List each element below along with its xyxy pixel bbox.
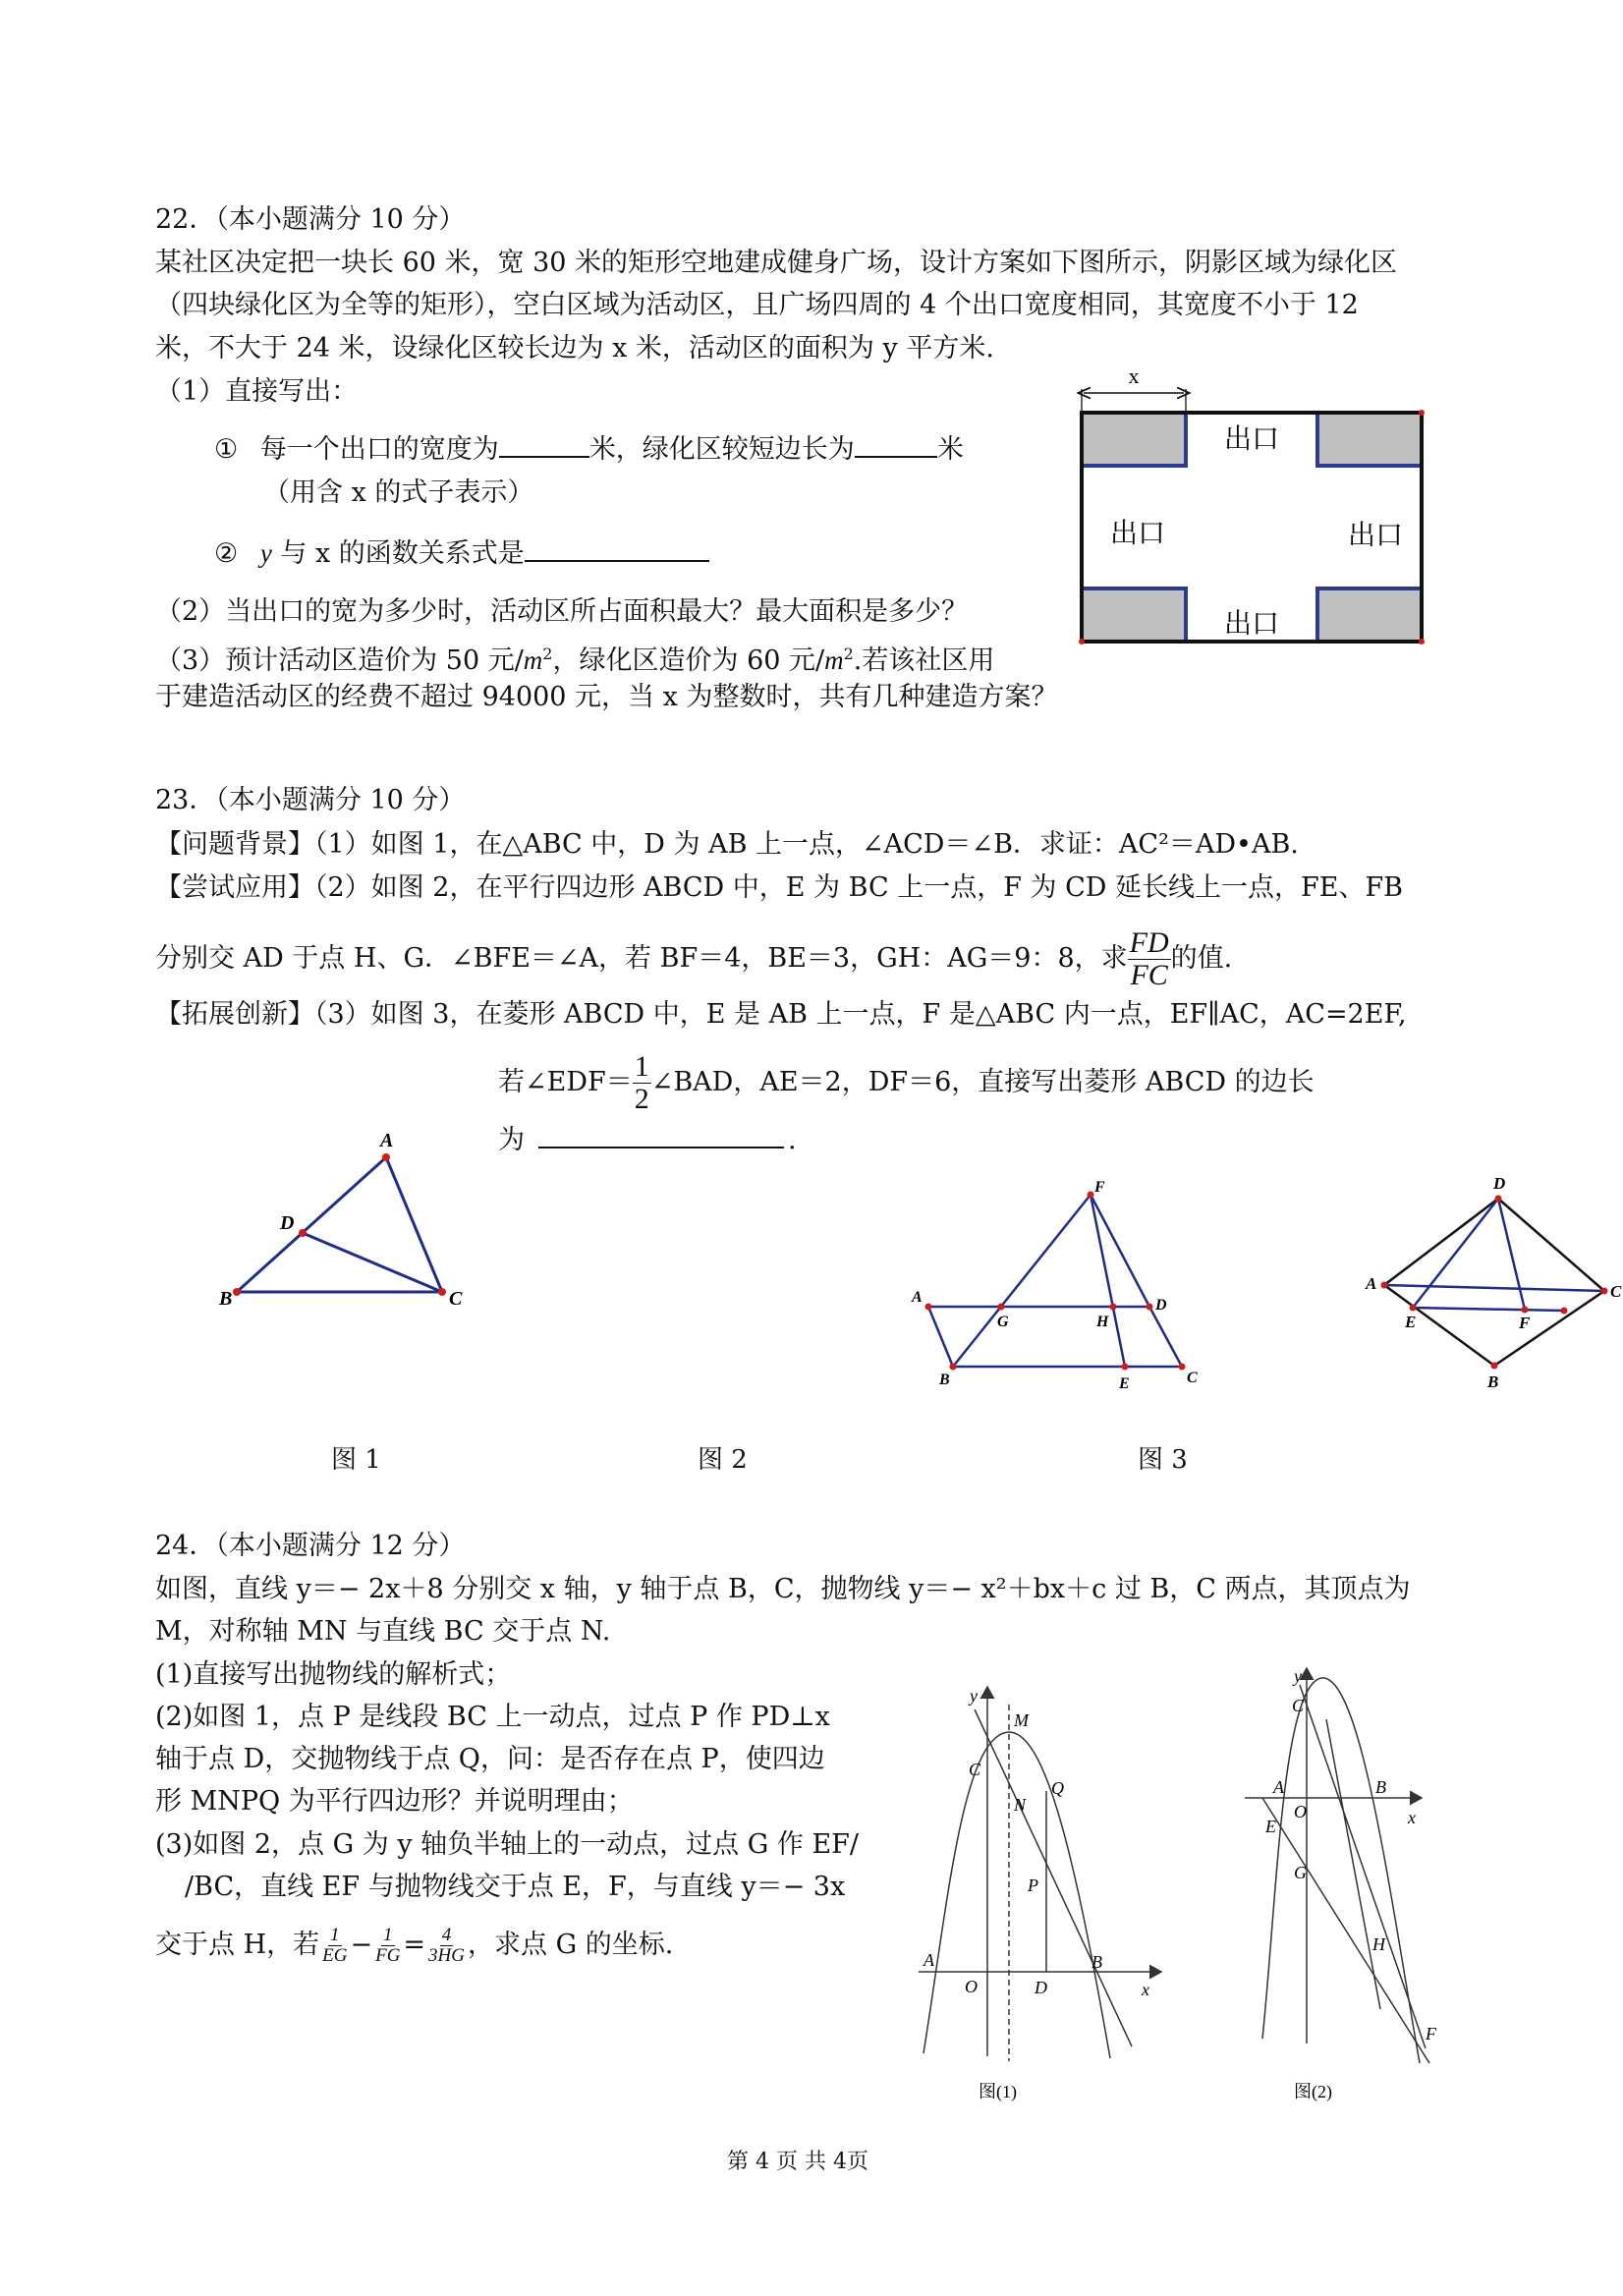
label-F: F [1426,2024,1436,2044]
q23-p3-tag: 【拓展创新】 [155,999,314,1030]
green-area-bottom-right [1317,588,1420,640]
q22-plaza-figure [1071,354,1434,658]
q22-sub1-marker: ① [214,434,239,465]
q22-line3: 米，不大于 24 米，设绿化区较长边为 x 米，活动区的面积为 y 平方米. [155,333,994,364]
label-A: A [1273,1777,1284,1797]
label-C: C [1610,1282,1622,1301]
frac-numerator: 1 [383,1925,393,1945]
q23-p3-line2 [498,1051,1315,1114]
exit-label-left: 出口 [1109,519,1166,549]
q22-sub1-b: 米，绿化区较短边长为 [588,434,855,465]
q22-line1: 某社区决定把一块长 60 米，宽 30 米的矩形空地建成健身广场，设计方案如下图所示，阴影区域为绿化区 [155,248,1398,278]
label-Q: Q [1051,1778,1064,1798]
line-y-neg3x [1326,1719,1380,2009]
point-B [950,1364,957,1371]
label-E: E [1119,1375,1130,1392]
label-D: D [1155,1297,1167,1314]
q23-p1 [155,827,1299,863]
equals-sign: = [403,1930,426,1961]
point-D [1147,1304,1153,1311]
q23-blank-side-length[interactable] [538,1147,784,1148]
segment-FB [953,1195,1091,1367]
q24-part2-l2: 轴于点 D，交抛物线于点 Q，问：是否存在点 P，使四边 [155,1744,825,1774]
q23-p3-line2-b: ∠BAD，AE＝2，DF＝6，直接写出菱形 ABCD 的边长 [650,1067,1315,1097]
segment-FD [1091,1195,1149,1307]
label-C: C [1187,1370,1198,1386]
label-A: A [912,1289,923,1306]
q23-fraction-fd-fc [1128,927,1171,990]
label-B: B [1487,1372,1499,1391]
frac-denominator: FC [1130,958,1168,991]
q22-sub1-note: （用含 x 的式子表示） [263,477,534,508]
q24-fraction-4-3hg [428,1926,465,1966]
q24-part3-l3-a: 交于点 H，若 [155,1930,320,1961]
label-y: y [970,1686,978,1706]
q24-figure-2 [1233,1651,1459,2112]
q24-fraction-1-eg [322,1926,347,1966]
q24-fraction-1-fg [375,1926,400,1966]
segment-EF [1413,1308,1564,1311]
frac-denominator: 3HG [428,1944,465,1966]
frac-numerator: 1 [330,1925,340,1945]
point-F [1088,1192,1094,1199]
exit-label-right: 出口 [1347,521,1404,551]
segment-AB [928,1307,953,1367]
q22-part3-sup: 2 [542,644,553,663]
q22-part3-a: （3）预计活动区造价为 50 元/ [155,645,524,676]
q22-part3-sup2: 2 [843,644,854,663]
q23-p3-line3-a: 为 [498,1125,525,1155]
q24-part3-l3-b: ，求点 G 的坐标. [468,1930,674,1961]
q24-line2: M，对称轴 MN 与直线 BC 交于点 N. [155,1616,611,1647]
q22-part3-c: .若该社区用 [853,645,995,676]
q22-blank-short-side[interactable] [855,456,937,458]
label-A: A [380,1130,394,1151]
parabola [923,1732,1110,2058]
label-F: F [1519,1314,1531,1332]
line-BC [1300,1685,1426,2048]
label-M: M [1014,1710,1029,1730]
label-E: E [1265,1817,1276,1836]
q22-sub2-y: y [259,538,272,568]
q23-p2 [155,870,1403,906]
q22-part1: （1）直接写出： [155,376,359,407]
q23-fig3-caption: 图 3 [1138,1445,1188,1475]
point-B [233,1288,241,1296]
point-E [1410,1305,1417,1312]
q24-line1: 如图，直线 y＝− 2x＋8 分别交 x 轴，y 轴于点 B，C，抛物线 y＝− x²＋bx＋c 过 B，C 两点，其顶点为 [155,1574,1411,1604]
diagonal-AC [1384,1285,1604,1291]
q23-p3 [155,997,1407,1033]
point-A [925,1304,932,1311]
q23-fig1-caption: 图 1 [331,1445,381,1475]
green-area-bottom-left [1084,588,1186,640]
segment-FE [1091,1195,1125,1367]
label-N: N [1014,1795,1027,1815]
label-D: D [1035,1978,1047,1997]
frac-denominator: 2 [634,1082,649,1115]
q23-p1-text: （1）如图 1，在△ABC 中，D 为 AB 上一点，∠ACD＝∠B．求证：AC²＝AD•AB. [314,829,1299,860]
q22-sub1 [214,432,964,468]
point-C [438,1288,446,1296]
q22-sub2-text: 与 x 的函数关系式是 [280,538,525,569]
q23-figure-3 [1356,1169,1623,1400]
point-C [1601,1288,1608,1295]
label-C: C [449,1288,463,1310]
label-O: O [1294,1802,1307,1821]
label-O: O [965,1977,978,1996]
frac-denominator: EG [322,1944,348,1966]
corner-dot-bl [1079,639,1085,644]
label-B: B [939,1372,950,1388]
q22-sub1-a: 每一个出口的宽度为 [259,434,499,465]
q22-header: 22．（本小题满分 10 分） [155,204,466,235]
label-x: x [1408,1808,1416,1827]
q22-line2: （四块绿化区为全等的矩形），空白区域为活动区，且广场四周的 4 个出口宽度相同，其宽度不小于 12 [155,290,1359,320]
q23-figure-1 [206,1120,501,1316]
q23-header: 23．（本小题满分 10 分） [155,785,466,815]
point-D [299,1229,307,1237]
label-E: E [1405,1313,1417,1331]
q24-fig1-caption: 图(1) [979,2082,1017,2101]
frac-denominator: FG [375,1944,401,1966]
segment-AB [237,1157,386,1292]
frac-numerator: FD [1129,926,1169,959]
line-EF [1262,1798,1429,2063]
segment-DC [1149,1307,1182,1367]
point-EF-end [1561,1308,1568,1315]
label-C: C [969,1760,981,1779]
minus-sign: − [350,1930,373,1961]
label-B: B [1375,1777,1386,1797]
q22-part2: （2）当出口的宽为多少时，活动区所占面积最大？最大面积是多少？ [155,596,969,627]
label-y: y [1294,1666,1302,1686]
q24-figure-1 [904,1675,1169,2117]
label-A: A [923,1950,934,1970]
label-D: D [280,1212,295,1234]
label-A: A [1366,1274,1377,1293]
label-D: D [1493,1174,1506,1193]
q24-part2-l3: 形 MNPQ 为平行四边形？并说明理由； [155,1786,634,1817]
corner-dot-br [1419,639,1425,644]
line-BC [975,1709,1132,2046]
corner-dot-tr [1419,410,1425,416]
q23-fraction-half [633,1051,651,1114]
point-H [1110,1304,1117,1311]
segment-DF [1498,1199,1525,1310]
q24-part3-l2: /BC，直线 EF 与抛物线交于点 E，F，与直线 y＝− 3x [185,1872,846,1902]
x-dimension-label: x [1128,364,1140,388]
q23-figure-2 [904,1174,1218,1400]
point-F [1522,1307,1529,1314]
q24-fig2-caption: 图(2) [1294,2082,1332,2101]
q24-part1: (1)直接写出抛物线的解析式； [155,1659,512,1690]
label-P: P [1028,1876,1038,1895]
q22-part3-m2: m [824,645,844,675]
q22-sub1-c: 米 [936,434,964,465]
q23-p2-line2-a: 分别交 AD 于点 H、G．∠BFE＝∠A，若 BF＝4，BE＝3，GH：AG＝9：8，求 [155,943,1128,974]
label-F: F [1094,1179,1105,1196]
q23-fig2-caption: 图 2 [698,1445,748,1475]
label-x: x [1142,1980,1149,1999]
point-A [382,1153,390,1161]
label-B: B [219,1288,233,1310]
parabola [1262,1678,1420,2063]
q23-p2-text: （2）如图 2，在平行四边形 ABCD 中，E 为 BC 上一点，F 为 CD 延长线上一点，FE、FB [314,872,1404,903]
q22-part3-b: ，绿化区造价为 60 元/ [552,645,825,676]
q22-part3 [155,637,994,679]
q22-part3-m: m [523,645,543,675]
q24-part2-l1: (2)如图 1，点 P 是线段 BC 上一动点，过点 P 作 PD⊥x [155,1702,830,1732]
q23-p3-line3-end: . [788,1125,797,1155]
q24-part3-l3 [155,1926,673,1966]
frac-numerator: 1 [634,1050,649,1083]
exit-label-bottom: 出口 [1223,609,1280,640]
q23-p2-tag: 【尝试应用】 [155,872,314,903]
q23-p3-line2-a: 若∠EDF＝ [498,1067,633,1097]
label-B: B [1091,1952,1102,1972]
q23-p3-line3 [498,1123,797,1158]
q22-part3-line2: 于建造活动区的经费不超过 94000 元，当 x 为整数时，共有几种建造方案？ [155,682,1058,712]
label-G: G [997,1314,1009,1330]
q24-part3-l1: (3)如图 2，点 G 为 y 轴负半轴上的一动点，过点 G 作 EF/ [155,1829,860,1860]
point-D [1495,1196,1502,1203]
label-H: H [1372,1934,1385,1954]
q23-p1-tag: 【问题背景】 [155,829,314,860]
label-H: H [1096,1314,1109,1330]
point-A [1381,1282,1388,1289]
q24-header: 24．（本小题满分 12 分） [155,1531,466,1561]
page-footer: 第 4 页 共 4页 [727,2150,868,2174]
frac-numerator: 4 [441,1925,452,1945]
q23-p2-line2 [155,927,1232,990]
q23-p2-line2-b: 的值. [1170,943,1233,974]
exit-label-top: 出口 [1223,424,1280,455]
green-area-top-left [1084,415,1186,466]
q23-p3-text: （3）如图 3，在菱形 ABCD 中，E 是 AB 上一点，F 是△ABC 内一点，EF∥AC，AC=2EF, [314,999,1407,1030]
point-E [1122,1364,1129,1371]
rhombus-ABCD [1384,1199,1604,1366]
point-C [1179,1364,1186,1371]
green-area-top-right [1317,415,1420,466]
label-G: G [1294,1863,1307,1882]
point-G [998,1304,1005,1311]
q22-sub2 [214,535,709,572]
label-C: C [1292,1696,1305,1715]
q22-blank-exit-width[interactable] [499,456,589,458]
q22-sub2-marker: ② [214,538,239,569]
point-B [1491,1363,1498,1370]
q22-blank-function[interactable] [525,560,709,562]
